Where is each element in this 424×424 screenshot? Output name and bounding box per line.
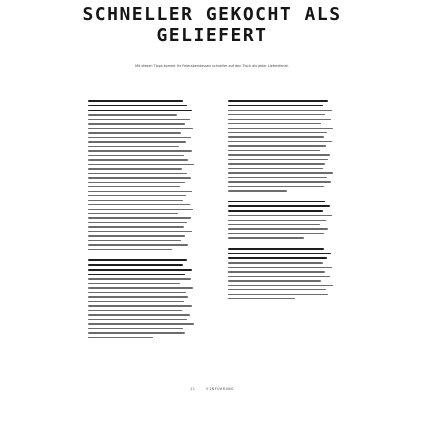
text-line bbox=[88, 231, 192, 232]
text-paragraph bbox=[228, 201, 336, 239]
text-line bbox=[88, 168, 182, 169]
text-line bbox=[228, 280, 321, 281]
text-line bbox=[228, 177, 327, 178]
text-line bbox=[88, 150, 192, 151]
text-line bbox=[88, 209, 193, 210]
text-line bbox=[228, 233, 324, 234]
text-line bbox=[228, 262, 323, 263]
text-line bbox=[228, 128, 333, 129]
page-footer bbox=[0, 387, 424, 391]
text-line bbox=[228, 110, 332, 111]
text-line bbox=[228, 298, 295, 299]
body-column-left bbox=[88, 100, 196, 347]
text-line bbox=[228, 154, 330, 155]
text-line bbox=[228, 136, 324, 137]
text-line bbox=[88, 114, 177, 115]
text-line bbox=[88, 186, 180, 187]
text-line bbox=[88, 217, 191, 218]
text-line bbox=[228, 271, 325, 272]
page-number: 11 bbox=[190, 387, 196, 391]
text-paragraph bbox=[228, 248, 336, 300]
text-line bbox=[88, 319, 187, 320]
text-line bbox=[88, 314, 190, 315]
text-line bbox=[88, 177, 191, 178]
text-paragraph bbox=[88, 259, 196, 338]
text-line bbox=[228, 267, 332, 268]
text-line bbox=[228, 159, 328, 160]
text-line bbox=[228, 168, 323, 169]
text-line bbox=[228, 172, 333, 173]
text-line bbox=[88, 264, 183, 266]
text-line bbox=[88, 105, 187, 107]
text-line bbox=[88, 119, 190, 120]
text-line bbox=[228, 237, 304, 238]
text-line bbox=[228, 114, 325, 115]
text-line bbox=[88, 310, 182, 311]
text-line bbox=[228, 253, 331, 255]
text-line bbox=[228, 257, 327, 259]
text-line bbox=[88, 141, 186, 142]
text-line bbox=[228, 190, 287, 191]
text-line bbox=[88, 159, 188, 160]
text-line bbox=[88, 332, 185, 333]
text-paragraph bbox=[228, 100, 336, 192]
text-line bbox=[88, 328, 183, 329]
text-line bbox=[88, 137, 191, 138]
section-name: EINFÜHRUNG bbox=[206, 387, 234, 391]
text-line bbox=[88, 191, 192, 192]
text-line bbox=[88, 100, 183, 102]
text-line bbox=[228, 294, 328, 295]
text-line bbox=[228, 285, 333, 286]
text-line bbox=[228, 205, 330, 207]
text-line bbox=[88, 123, 185, 124]
page-title-line-2: GELIEFERT bbox=[156, 25, 268, 46]
text-line bbox=[88, 226, 184, 227]
text-line bbox=[88, 200, 183, 201]
text-line bbox=[228, 276, 330, 277]
text-line bbox=[88, 155, 184, 156]
text-line bbox=[88, 292, 186, 293]
text-line bbox=[228, 248, 324, 250]
text-paragraph bbox=[88, 100, 196, 250]
text-line bbox=[88, 235, 185, 236]
text-line bbox=[228, 123, 321, 124]
text-line bbox=[88, 164, 194, 165]
text-line bbox=[88, 274, 185, 276]
body-column-right bbox=[228, 100, 336, 308]
text-line bbox=[88, 278, 191, 279]
text-line bbox=[88, 269, 192, 271]
text-line bbox=[88, 213, 178, 214]
text-line bbox=[88, 283, 180, 284]
text-line bbox=[88, 305, 192, 306]
text-line bbox=[228, 186, 324, 187]
text-line bbox=[88, 128, 193, 129]
text-line bbox=[88, 204, 190, 205]
intro-subtitle: Mit diesen Tipps kommt Ihr Feierabendessen schneller auf den Tisch als jeder Lieferdienst. bbox=[135, 64, 289, 68]
text-line bbox=[88, 195, 186, 196]
text-line bbox=[228, 145, 326, 146]
text-line bbox=[228, 210, 323, 212]
text-line bbox=[228, 119, 331, 120]
text-line bbox=[88, 244, 188, 245]
text-line bbox=[88, 259, 187, 261]
text-line bbox=[228, 224, 320, 225]
text-line bbox=[88, 132, 181, 133]
text-line bbox=[228, 163, 325, 164]
text-line bbox=[228, 181, 331, 182]
text-line bbox=[228, 141, 332, 142]
text-line bbox=[228, 220, 326, 221]
text-line bbox=[88, 287, 193, 288]
text-line bbox=[88, 323, 194, 324]
text-line bbox=[228, 215, 332, 216]
text-line bbox=[88, 337, 153, 338]
text-line bbox=[228, 132, 327, 133]
text-line bbox=[228, 228, 328, 229]
text-line bbox=[88, 173, 187, 174]
text-line bbox=[88, 146, 179, 147]
text-line bbox=[228, 105, 323, 107]
text-line bbox=[88, 301, 184, 302]
text-line bbox=[88, 222, 187, 223]
text-line bbox=[88, 240, 181, 241]
text-line bbox=[228, 100, 328, 102]
page-title-line-1: SCHNELLER GEKOCHT ALS bbox=[82, 4, 342, 25]
text-line bbox=[88, 182, 185, 183]
text-line bbox=[88, 249, 172, 250]
text-line bbox=[228, 289, 326, 290]
text-line bbox=[228, 201, 325, 203]
text-line bbox=[228, 150, 320, 151]
text-line bbox=[88, 110, 192, 112]
text-line bbox=[88, 296, 188, 297]
